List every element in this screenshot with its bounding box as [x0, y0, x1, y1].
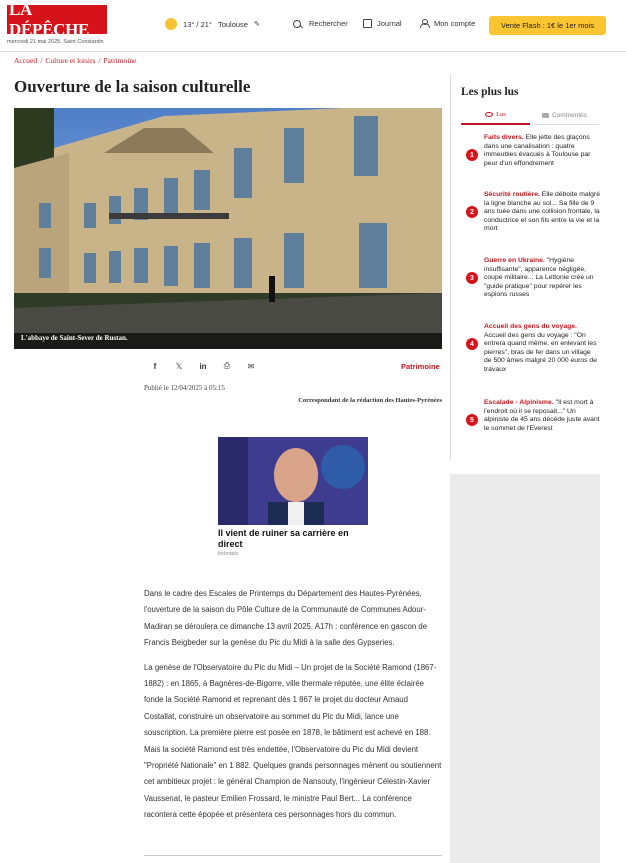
sun-icon — [165, 18, 177, 30]
x-twitter-icon[interactable]: 𝕏 — [175, 361, 183, 371]
rank-badge: 5 — [466, 414, 478, 426]
article-paragraph: Dans le cadre des Escales de Printemps du Département des Hautes-Pyrénées, l'ouverture de la saison du Pôle Culture de la Communauté de Communes Adour-Madiran se déroulera ce dimanche 13 avril 2025. A17h : conférence en gascon de Francis Beigbeder sur la genèse du Pic du Midi à la salle des Gypseries. — [144, 589, 428, 648]
tab-most-read[interactable]: Lus — [461, 111, 530, 125]
breadcrumb: Accueil / Culture et loisirs / Patrimoine — [14, 56, 137, 65]
breadcrumb-culture[interactable]: Culture et loisirs — [45, 56, 96, 65]
search-button[interactable]: Rechercher — [293, 19, 348, 28]
account-button[interactable]: Mon compte — [420, 19, 475, 28]
journal-icon — [363, 19, 372, 28]
pencil-icon: ✎ — [253, 21, 260, 28]
user-icon — [420, 19, 429, 28]
share-bar — [150, 361, 256, 371]
rank-badge: 1 — [466, 149, 478, 161]
publish-date: Publié le 12/04/2025 à 05:15 — [144, 384, 225, 392]
photo-caption: L'abbaye de Saint-Sever de Rustan. — [21, 334, 128, 342]
search-icon — [293, 20, 301, 28]
article-body — [144, 586, 442, 832]
article-author: Correspondant de la rédaction des Hautes-Pyrénées — [298, 397, 442, 404]
flash-sale-button[interactable]: Vente Flash : 1€ le 1er mois — [489, 16, 606, 35]
site-logo[interactable]: LA DÉPÊCHE — [7, 5, 107, 34]
facebook-icon[interactable]: f — [153, 361, 157, 371]
most-read-item[interactable]: 1 Faits divers. Elle jette des glaçons dans une canalisation : quatre immeubles évacués à Toulouse par peur d'un effondrement — [466, 134, 600, 168]
breadcrumb-home[interactable]: Accueil — [14, 56, 38, 65]
print-icon[interactable]: ⎙ — [223, 361, 231, 370]
ad-title[interactable]: Il vient de ruiner sa carrière en direct — [218, 528, 349, 549]
eye-icon — [485, 112, 493, 117]
most-read-item[interactable]: 2 Sécurité routière. Elle déboite malgré la ligne blanche au sol... Sa fille de 9 ans tuée dans une collision frontale, la conductrice et son fils entre la vie et la mort — [466, 191, 600, 234]
breadcrumb-patrimoine[interactable]: Patrimoine — [103, 56, 137, 65]
most-read-title: Les plus lus — [461, 86, 519, 98]
email-icon[interactable]: ✉ — [247, 361, 255, 371]
ad-source: lorimatic — [218, 551, 239, 557]
rank-badge: 4 — [466, 338, 478, 350]
divider — [144, 855, 442, 856]
tab-most-commented[interactable]: Commentés — [530, 111, 599, 125]
article-tag[interactable]: Patrimoine — [401, 362, 440, 371]
weather-widget[interactable] — [165, 18, 260, 30]
most-read-item[interactable]: 5 Escalade - Alpinisme. "Il est mort à l'endroit où il se reposait..." Un alpiniste de 45 ans décède juste avant le sommet de l'Everest — [466, 399, 600, 433]
site-header — [0, 0, 626, 52]
ad-image[interactable] — [218, 437, 368, 525]
weather-city: Toulouse — [217, 19, 248, 29]
rank-badge: 2 — [466, 206, 478, 218]
weather-temps: 13° / 21° — [183, 19, 212, 29]
sidebar-divider — [450, 74, 451, 460]
linkedin-icon[interactable]: in — [199, 361, 207, 371]
sidebar-ad-placeholder — [450, 474, 600, 863]
article-paragraph: La genèse de l'Observatoire du Pic du Midi – Un projet de la Société Ramond (1867-1882) : en 1865, à Bagnères-de-Bigorre, ville thermale réputée, une élite éclairée fonde la Société Ramond et reprenant dès 1 867 le projet du docteur Arnaud Costallat, construire un observatoire au sommet du Pic du Midi, lance une souscription. La première pierre est posée en 1878, le bâtiment est achevé en 188. Mais la société Ramond est très endettée, l'Observatoire du Pic du Midi devient "Propriété Nationale" en 1 882. Quelques grands personnages mènent ou soutiennent cet ambitieux projet : le général Champion de Nansouty, l'ingénieur Célestin-Xavier Vaussenat, le pasteur Emilien Frossard, le ministre Paul Bert... La conférence racontera cette épopée et présentera ces personnages hors du commun. — [144, 662, 442, 820]
article-title: Ouverture de la saison culturelle — [14, 77, 251, 96]
sponsored-ad[interactable] — [218, 437, 368, 557]
most-read-item[interactable]: 3 Guerre en Ukraine. "Hygiène insuffisante", apparence négligée, coupe militaire... La Lettonie crée un "guide pratique" pour repérer les espions russes — [466, 257, 600, 300]
abbey-illustration — [14, 108, 442, 349]
rank-badge: 3 — [466, 272, 478, 284]
dateline: mercredi 21 mai 2025, Saint Constantin — [7, 39, 104, 45]
journal-button[interactable]: Journal — [363, 19, 402, 28]
article-photo — [14, 108, 442, 349]
comment-icon — [542, 113, 549, 118]
most-read-item[interactable]: 4 Accueil des gens du voyage. Accueil des gens du voyage : "On entrera quand même, en enlevant les pierres", bras de fer dans un village de 500 âmes malgré 20 000 euros de travaux — [466, 323, 600, 374]
most-read-tabs — [461, 111, 599, 125]
